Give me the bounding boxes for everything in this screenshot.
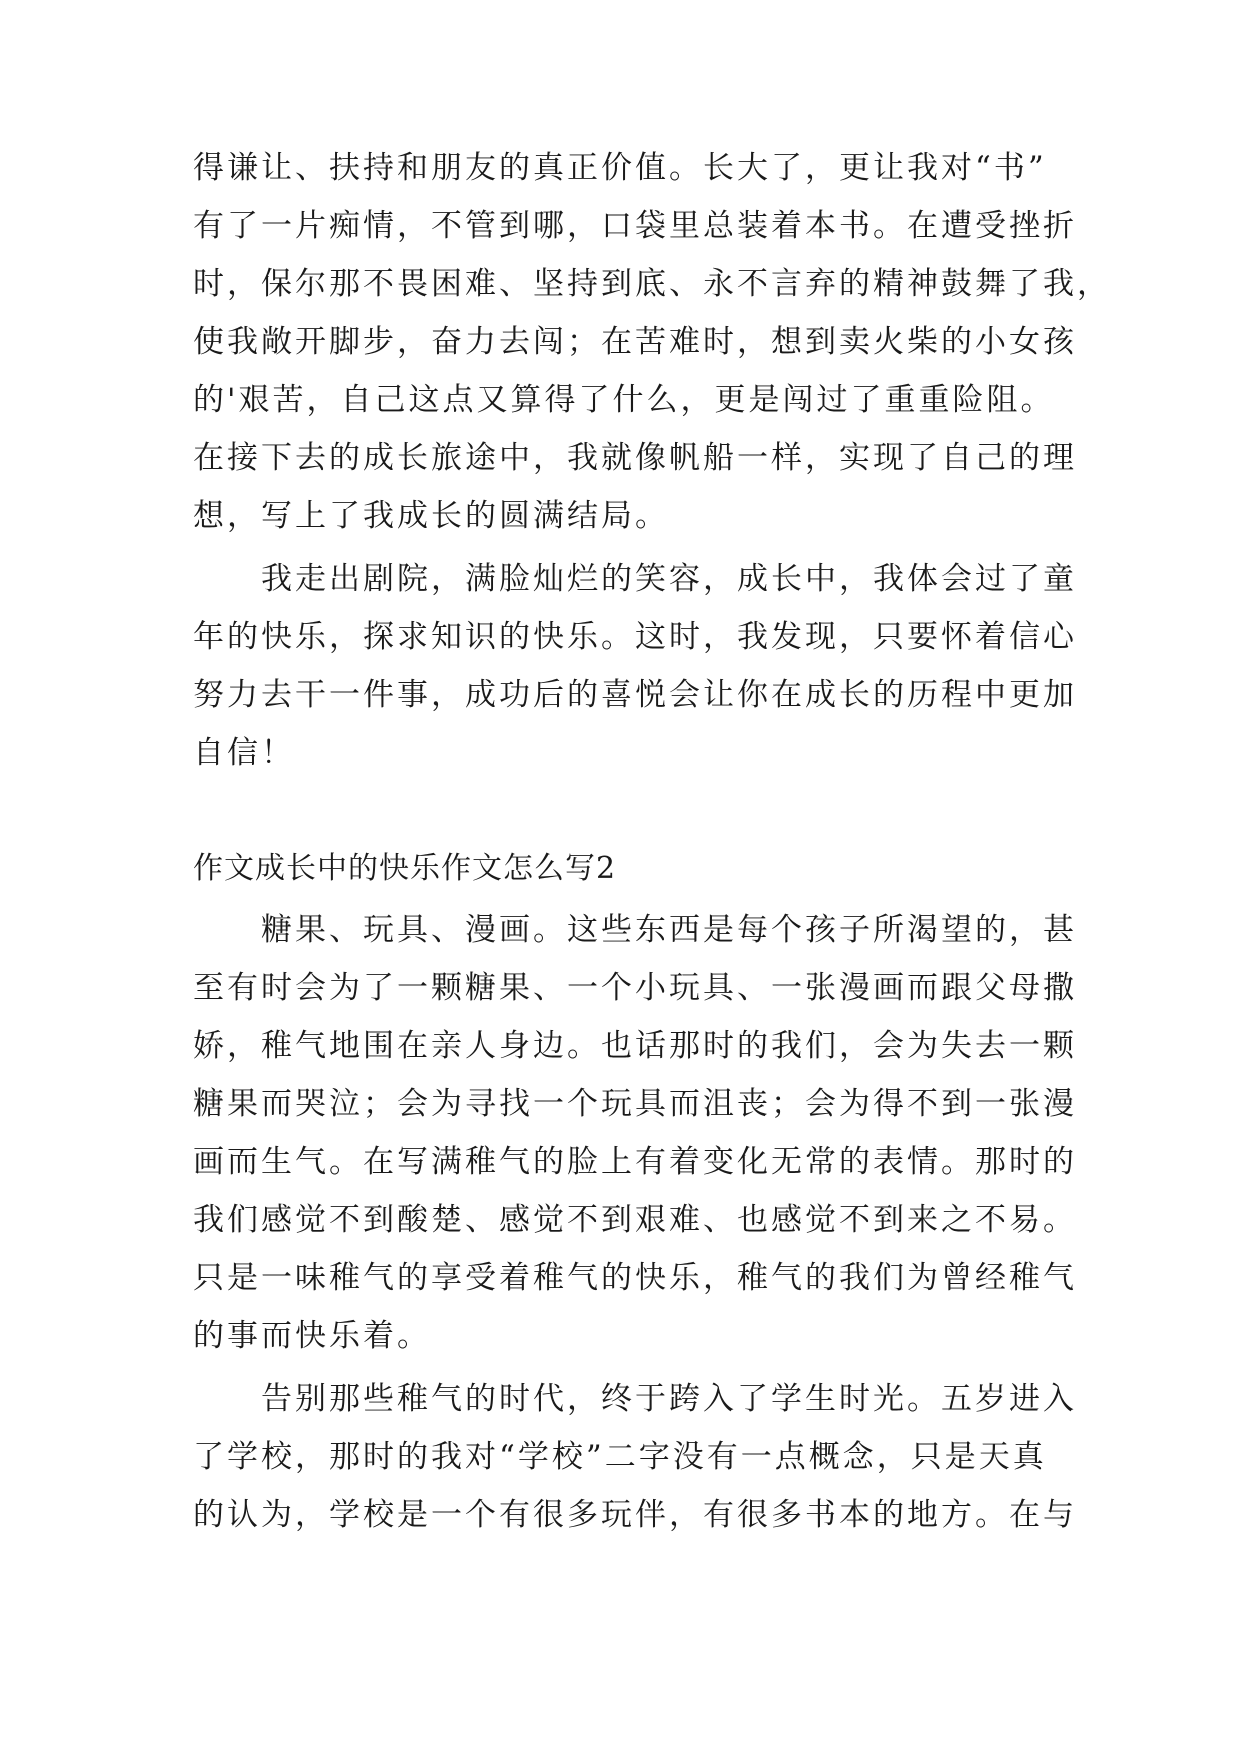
text-line: 有了一片痴情，不管到哪，口袋里总装着本书。在遭受挫折 [193, 208, 1077, 244]
text-line: 了学校，那时的我对“学校”二字没有一点概念，只是天真 [193, 1439, 1047, 1475]
section-heading: 作文成长中的快乐作文怎么写2 [193, 851, 617, 886]
text-line: 时，保尔那不畏困难、坚持到底、永不言弃的精神鼓舞了我， [193, 266, 1111, 302]
text-line: 的'艰苦，自己这点又算得了什么，更是闯过了重重险阻。 [193, 382, 1055, 418]
text-line: 只是一味稚气的享受着稚气的快乐，稚气的我们为曾经稚气 [193, 1260, 1077, 1296]
text-line: 糖果而哭泣；会为寻找一个玩具而沮丧；会为得不到一张漫 [193, 1086, 1077, 1122]
text-line: 的事而快乐着。 [193, 1318, 431, 1354]
text-line: 得谦让、扶持和朋友的真正价值。长大了，更让我对“书” [193, 150, 1047, 186]
text-line: 在接下去的成长旅途中，我就像帆船一样，实现了自己的理 [193, 440, 1077, 476]
text-line: 我们感觉不到酸楚、感觉不到艰难、也感觉不到来之不易。 [193, 1202, 1077, 1238]
text-line: 想，写上了我成长的圆满结局。 [193, 498, 669, 534]
text-line: 的认为，学校是一个有很多玩伴，有很多书本的地方。在与 [193, 1497, 1077, 1533]
text-line: 自信！ [193, 735, 295, 771]
text-line: 糖果、玩具、漫画。这些东西是每个孩子所渴望的，甚 [193, 912, 1077, 948]
text-line: 努力去干一件事，成功后的喜悦会让你在成长的历程中更加 [193, 677, 1077, 713]
text-line: 我走出剧院，满脸灿烂的笑容，成长中，我体会过了童 [193, 561, 1077, 597]
text-line: 画而生气。在写满稚气的脸上有着变化无常的表情。那时的 [193, 1144, 1077, 1180]
text-line: 使我敞开脚步，奋力去闯；在苦难时，想到卖火柴的小女孩 [193, 324, 1077, 360]
text-line: 至有时会为了一颗糖果、一个小玩具、一张漫画而跟父母撒 [193, 970, 1077, 1006]
text-line: 告别那些稚气的时代，终于跨入了学生时光。五岁进入 [193, 1381, 1077, 1417]
text-line: 年的快乐，探求知识的快乐。这时，我发现，只要怀着信心 [193, 619, 1077, 655]
text-line: 娇，稚气地围在亲人身边。也话那时的我们，会为失去一颗 [193, 1028, 1077, 1064]
